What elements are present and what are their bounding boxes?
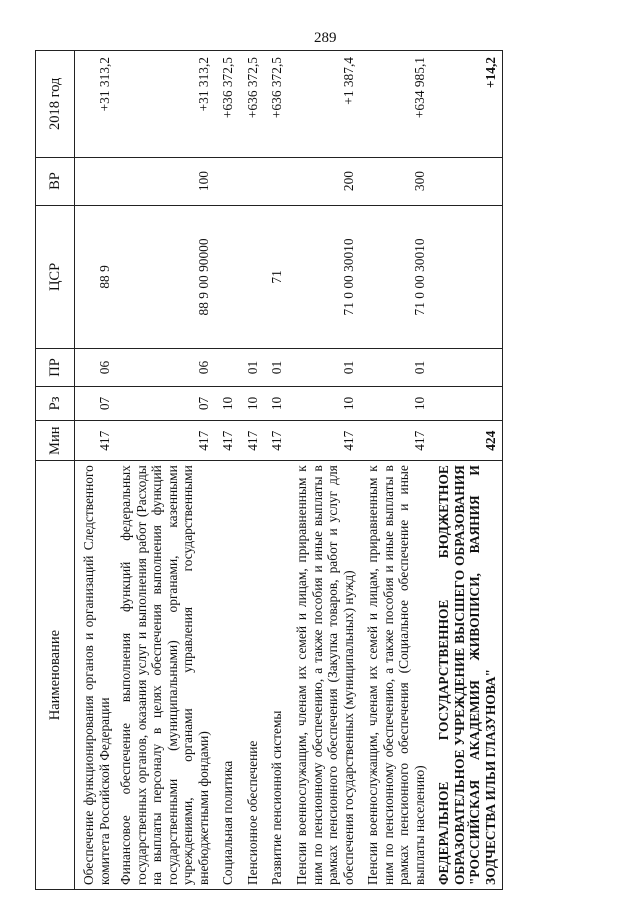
row-vr (239, 157, 264, 205)
row-name: Социальная политика (214, 461, 239, 890)
row-name: Финансовое обеспечение выполнения функций федеральных государственных органов, оказания услуг и выполнения работ (Расходы на выплаты персоналу в целях обеспечения выполнения функций государственными (муниципальными) органами, казенными учреждениями, органами управления государственными внебюджетными фондами) (115, 461, 214, 890)
row-rz: 10 (263, 386, 288, 421)
row-min: 417 (115, 421, 214, 461)
table-row (239, 51, 264, 890)
row-rz (430, 386, 502, 421)
row-vr: 300 (359, 157, 430, 205)
row-name: ФЕДЕРАЛЬНОЕ ГОСУДАРСТВЕННОЕ БЮДЖЕТНОЕ ОБРАЗОВАТЕЛЬНОЕ УЧРЕЖДЕНИЕ ВЫСШЕГО ОБРАЗОВАНИЯ "РОССИЙСКАЯ АКАДЕМИЯ ЖИВОПИСИ, ВАЯНИЯ И ЗОДЧЕСТВА ИЛЬИ ГЛАЗУНОВА" (430, 461, 502, 890)
row-min: 417 (263, 421, 288, 461)
row-rz: 07 (75, 386, 116, 421)
table-row (430, 51, 502, 890)
row-vr (430, 157, 502, 205)
row-value: +1 387,4 (288, 51, 359, 158)
table-row (263, 51, 288, 890)
row-name: Пенсии военнослужащим, членам их семей и лицам, приравненным к ним по пенсионному обеспечению, а также пособия и иные выплаты в рамках пенсионного обеспечения (Закупка товаров, работ и услуг для обеспечения государственных (муниципальных) нужд) (288, 461, 359, 890)
row-value: +31 313,2 (75, 51, 116, 158)
row-rz: 10 (359, 386, 430, 421)
header-rz: Рз (36, 386, 75, 421)
row-vr (75, 157, 116, 205)
row-vr: 200 (288, 157, 359, 205)
row-pr: 06 (115, 349, 214, 386)
row-min: 417 (75, 421, 116, 461)
row-vr (214, 157, 239, 205)
row-name: Пенсионное обеспечение (239, 461, 264, 890)
table-row (115, 51, 214, 890)
row-min: 417 (239, 421, 264, 461)
row-csr: 71 0 00 30010 (288, 205, 359, 349)
table-row (288, 51, 359, 890)
row-value: +31 313,2 (115, 51, 214, 158)
row-csr: 88 9 (75, 205, 116, 349)
row-csr (430, 205, 502, 349)
table-row (75, 51, 116, 890)
row-csr: 71 0 00 30010 (359, 205, 430, 349)
row-vr: 100 (115, 157, 214, 205)
row-csr: 71 (263, 205, 288, 349)
header-pr: ПР (36, 349, 75, 386)
row-name: Пенсии военнослужащим, членам их семей и лицам, приравненным к ним по пенсионному обеспечению, а также пособия и иные выплаты в рамках пенсионного обеспечения (Социальное обеспечение и иные выплаты населению) (359, 461, 430, 890)
row-csr (239, 205, 264, 349)
header-min: Мин (36, 421, 75, 461)
header-csr: ЦСР (36, 205, 75, 349)
row-pr: 01 (239, 349, 264, 386)
row-min: 417 (359, 421, 430, 461)
row-min: 424 (430, 421, 502, 461)
row-pr (430, 349, 502, 386)
row-pr: 01 (288, 349, 359, 386)
row-csr (214, 205, 239, 349)
row-rz: 10 (214, 386, 239, 421)
row-rz: 10 (288, 386, 359, 421)
table-header-row (36, 51, 75, 890)
rotated-page (35, 50, 595, 890)
row-min: 417 (214, 421, 239, 461)
budget-table (35, 50, 503, 890)
header-name: Наименование (36, 461, 75, 890)
row-value: +636 372,5 (239, 51, 264, 158)
row-rz: 07 (115, 386, 214, 421)
row-pr: 01 (359, 349, 430, 386)
row-min: 417 (288, 421, 359, 461)
row-value: +14,2 (430, 51, 502, 158)
row-csr: 88 9 00 90000 (115, 205, 214, 349)
row-pr (214, 349, 239, 386)
row-value: +636 372,5 (263, 51, 288, 158)
row-pr: 01 (263, 349, 288, 386)
row-value: +636 372,5 (214, 51, 239, 158)
header-year: 2018 год (36, 51, 75, 158)
row-pr: 06 (75, 349, 116, 386)
row-rz: 10 (239, 386, 264, 421)
page-number: 289 (314, 30, 337, 46)
header-vr: ВР (36, 157, 75, 205)
table-row (359, 51, 430, 890)
row-value: +634 985,1 (359, 51, 430, 158)
row-name: Развитие пенсионной системы (263, 461, 288, 890)
row-name: Обеспечение функционирования органов и организаций Следственного комитета Российской Федерации (75, 461, 116, 890)
table-row (214, 51, 239, 890)
row-vr (263, 157, 288, 205)
